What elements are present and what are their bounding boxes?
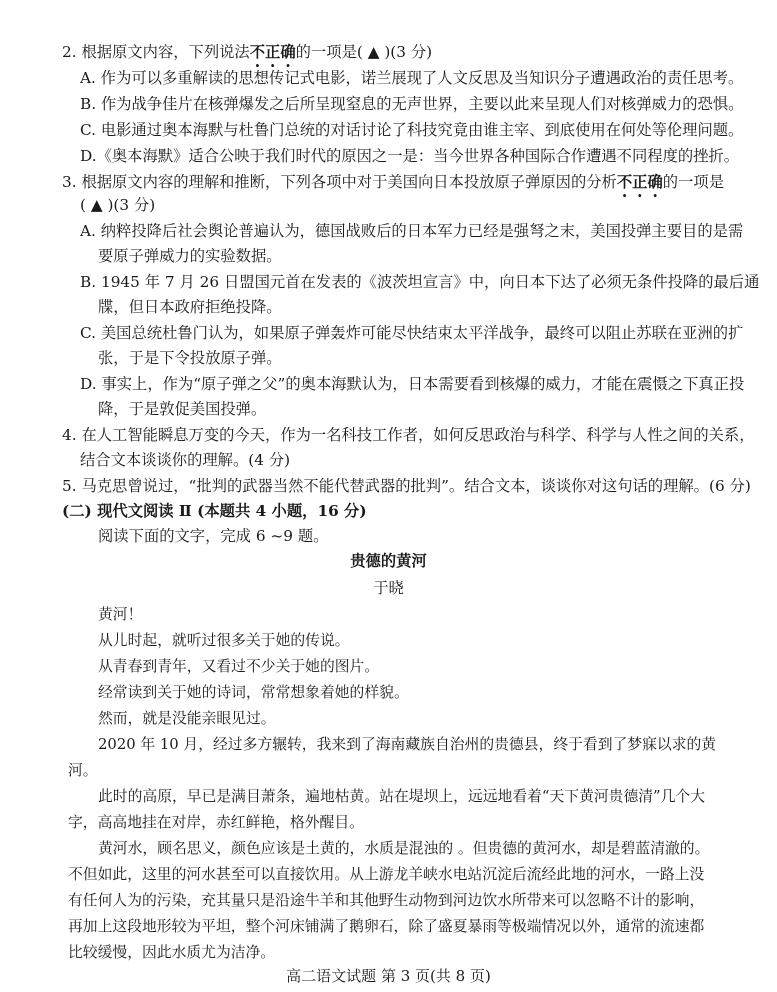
article-paragraph: 从儿时起，就听过很多关于她的传说。 xyxy=(98,632,350,649)
article-paragraph: 经常读到关于她的诗词，常常想象着她的样貌。 xyxy=(98,684,409,701)
article-paragraph: 此时的高原，早已是满目萧条，遍地枯黄。站在堤坝上，远远地看着“天下黄河贵德清”几个大 xyxy=(98,788,706,805)
question-4-line1: 4. 在人工智能瞬息万变的今天，作为一名科技工作者，如何反思政治与科学、科学与人性之间的关系， xyxy=(62,426,755,444)
article-paragraph: 黄河水，顾名思义，颜色应该是土黄的，水质是混浊的 。但贵德的黄河水，却是碧蓝清澈的。 xyxy=(98,840,710,857)
article-paragraph: 从青春到青年，又看过不少关于她的图片。 xyxy=(98,658,380,675)
emphasis-char: 正 xyxy=(265,43,281,61)
article-paragraph: 2020 年 10 月，经过多方辗转，我来到了海南藏族自治州的贵德县，终于看到了梦寐以求的黄 xyxy=(98,736,717,753)
emphasis-char: 不 xyxy=(616,173,633,191)
article-paragraph-continued: 河。 xyxy=(68,762,98,779)
emphasis-char: 确 xyxy=(280,43,296,61)
question-2-option-a: A. 作为可以多重解读的思想传记式电影，诺兰展现了人文反思及当知识分子遭遇政治的责任思考。 xyxy=(80,69,744,87)
question-2-stem-text: 2. 根据原文内容，下列说法 xyxy=(62,43,250,61)
article-paragraph: 黄河！ xyxy=(98,606,143,623)
article-paragraph-continued: 再加上这段地形较为平坦，整个河床铺满了鹅卵石，除了盛夏暴雨等极端情况以外，通常的流速都 xyxy=(68,918,705,935)
article-author: 于晓 xyxy=(373,579,404,597)
question-2-option-b: B. 作为战争佳片在核弹爆发之后所呈现窒息的无声世界，主要以此来呈现人们对核弹威力的恐惧。 xyxy=(80,95,744,113)
section-2-heading: (二) 现代文阅读 Ⅱ (本题共 4 小题，16 分) xyxy=(62,502,367,520)
question-4-line2: 结合文本谈谈你的理解。(4 分) xyxy=(80,451,291,469)
page-footer: 高二语文试题 第 3 页(共 8 页) xyxy=(286,967,491,985)
article-paragraph-continued: 不但如此，这里的河水甚至可以直接饮用。从上游龙羊峡水电站沉淀后流经此地的河水，一路上没 xyxy=(68,866,705,883)
question-3-option-a-line1: A. 纳粹投降后社会舆论普遍认为，德国战败后的日本军力已经是强弩之末，美国投弹主要目的是需 xyxy=(80,222,744,240)
emphasis-char: 正 xyxy=(632,173,648,191)
question-3-option-b-line1: B. 1945 年 7 月 26 日盟国元首在发表的《波茨坦宣言》中，向日本下达了必须无条件投降的最后通 xyxy=(80,273,760,291)
question-2-stem-tail: 的一项是( ▲ )(3 分) xyxy=(295,43,433,61)
question-3-option-b-line2: 牒，但日本政府拒绝投降。 xyxy=(98,298,282,316)
question-3-stem xyxy=(62,172,724,192)
question-2-stem xyxy=(62,42,432,62)
emphasis-char: 确 xyxy=(647,173,663,191)
question-5: 5. 马克思曾说过，“批判的武器当然不能代替武器的批判”。结合文本，谈谈你对这句话的理解。(6 分) xyxy=(62,477,751,495)
question-3-stem-text: 3. 根据原文内容的理解和推断，下列各项中对于美国向日本投放原子弹原因的分析 xyxy=(62,173,617,191)
question-2-option-c: C. 电影通过奥本海默与杜鲁门总统的对话讨论了科技究竟由谁主宰、到底使用在何处等伦理问题。 xyxy=(80,121,744,139)
question-3-option-c-line2: 张，于是下令投放原子弹。 xyxy=(98,349,282,367)
question-3-option-d-line1: D. 事实上，作为“原子弹之父”的奥本海默认为，日本需要看到核爆的威力，才能在震慑之下真正投 xyxy=(80,375,745,393)
article-title: 贵德的黄河 xyxy=(350,552,427,570)
question-3-answer-slot: ( ▲ )(3 分) xyxy=(80,196,156,214)
article-paragraph-continued: 字，高高地挂在对岸，赤红鲜艳，格外醒目。 xyxy=(68,814,364,831)
question-2-option-d: D.《奥本海默》适合公映于我们时代的原因之一是：当今世界各种国际合作遭遇不同程度的挫折。 xyxy=(80,147,740,165)
emphasis-char: 不 xyxy=(249,43,266,61)
article-paragraph: 然而，就是没能亲眼见过。 xyxy=(98,710,276,727)
question-3-option-d-line2: 降，于是敦促美国投弹。 xyxy=(98,400,267,418)
question-3-option-c-line1: C. 美国总统杜鲁门认为，如果原子弹轰炸可能尽快结束太平洋战争，最终可以阻止苏联在亚洲的扩 xyxy=(80,324,744,342)
question-3-stem-tail: 的一项是 xyxy=(662,173,724,191)
article-paragraph-continued: 有任何人为的污染，充其量只是沿途牛羊和其他野生动物到河边饮水所带来可以忽略不计的影响， xyxy=(68,892,705,909)
question-3-option-a-line2: 要原子弹威力的实验数据。 xyxy=(98,247,282,265)
article-paragraph-continued: 比较缓慢，因此水质尤为洁净。 xyxy=(68,944,276,961)
section-2-instruction: 阅读下面的文字，完成 6 ~9 题。 xyxy=(98,527,329,545)
